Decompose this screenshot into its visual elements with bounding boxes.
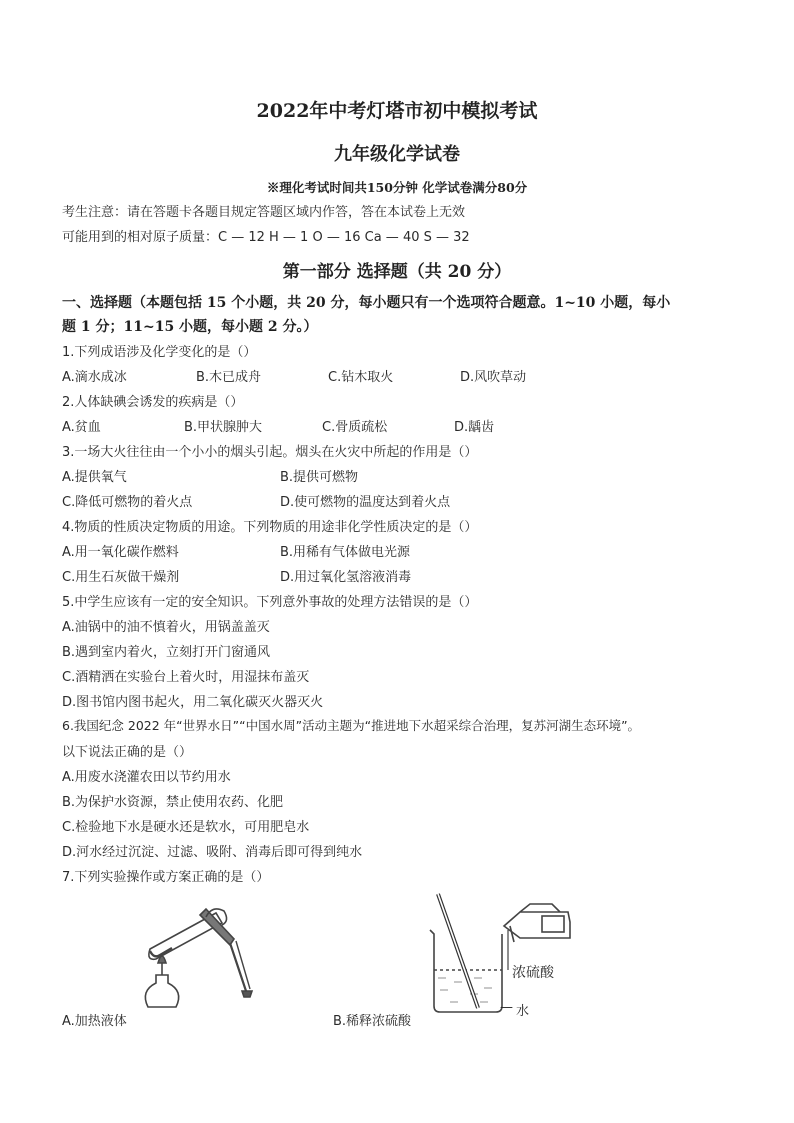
instructions-line1: 一、选择题（本题包括 15 个小题，共 20 分，每小题只有一个选项符合题意。1~10 小题，每小 xyxy=(62,295,671,311)
atomic-masses: 可能用到的相对原子质量：C — 12 H — 1 O — 16 Ca — 40 S — 32 xyxy=(62,230,470,245)
option-c: C.检验地下水是硬水还是软水，可用肥皂水 xyxy=(62,820,310,835)
option-a: A.滴水成冰 xyxy=(62,370,127,385)
heating-liquid-figure xyxy=(130,895,260,1015)
exam-title: 2022年中考灯塔市初中模拟考试 xyxy=(256,100,538,122)
time-note: ※理化考试时间共150分钟 化学试卷满分80分 xyxy=(266,180,528,195)
option-b: B.木已成舟 xyxy=(196,370,262,385)
option-d: D.河水经过沉淀、过滤、吸附、消毒后即可得到纯水 xyxy=(62,845,363,860)
figure-label-acid: 浓硫酸 xyxy=(512,965,554,981)
option-c: C.降低可燃物的着火点 xyxy=(62,495,193,510)
question-stem: 4.物质的性质决定物质的用途。下列物质的用途非化学性质决定的是（） xyxy=(62,520,478,535)
question-stem: 5.中学生应该有一定的安全知识。下列意外事故的处理方法错误的是（） xyxy=(62,595,478,610)
option-d: D.龋齿 xyxy=(454,420,495,435)
question-stem-cont: 以下说法正确的是（） xyxy=(62,745,193,760)
figure-label-water-pointer: — xyxy=(500,1000,513,1015)
option-c: C.酒精洒在实验台上着火时，用湿抹布盖灭 xyxy=(62,670,310,685)
option-a: A.加热液体 xyxy=(62,1014,127,1029)
option-b: B.遇到室内着火，立刻打开门窗通风 xyxy=(62,645,271,660)
option-d: D.使可燃物的温度达到着火点 xyxy=(280,495,451,510)
option-b: B.提供可燃物 xyxy=(280,470,359,485)
option-d: D.图书馆内图书起火，用二氧化碳灭火器灭火 xyxy=(62,695,324,710)
question-stem: 7.下列实验操作或方案正确的是（） xyxy=(62,870,270,885)
option-b: B.甲状腺肿大 xyxy=(184,420,263,435)
option-d: D.用过氧化氢溶液消毒 xyxy=(280,570,412,585)
question-stem: 2.人体缺碘会诱发的疾病是（） xyxy=(62,395,244,410)
figure-label-water: 水 xyxy=(516,1004,530,1019)
option-c: C.用生石灰做干燥剂 xyxy=(62,570,180,585)
question-stem: 3.一场大火往往由一个小小的烟头引起。烟头在火灾中所起的作用是（） xyxy=(62,445,478,460)
question-stem: 1.下列成语涉及化学变化的是（） xyxy=(62,345,257,360)
option-a: A.贫血 xyxy=(62,420,101,435)
instructions-line2: 题 1 分；11~15 小题，每小题 2 分。） xyxy=(62,319,318,335)
notice: 考生注意：请在答题卡各题目规定答题区域内作答，答在本试卷上无效 xyxy=(62,205,466,220)
option-a: A.用一氧化碳作燃料 xyxy=(62,545,179,560)
option-b: B.稀释浓硫酸 xyxy=(333,1014,412,1029)
option-c: C.骨质疏松 xyxy=(322,420,388,435)
option-a: A.用废水浇灌农田以节约用水 xyxy=(62,770,231,785)
question-stem: 6.我国纪念 2022 年“世界水日”“中国水周”活动主题为“推进地下水超采综合治理，复苏河湖生态环境”。 xyxy=(62,718,641,733)
part-heading: 第一部分 选择题（共 20 分） xyxy=(282,262,512,282)
option-c: C.钻木取火 xyxy=(328,370,394,385)
option-a: A.提供氧气 xyxy=(62,470,127,485)
option-b: B.为保护水资源，禁止使用农药、化肥 xyxy=(62,795,284,810)
option-b: B.用稀有气体做电光源 xyxy=(280,545,411,560)
option-d: D.风吹草动 xyxy=(460,370,527,385)
option-a: A.油锅中的油不慎着火，用锅盖盖灭 xyxy=(62,620,270,635)
exam-subtitle: 九年级化学试卷 xyxy=(334,144,460,165)
